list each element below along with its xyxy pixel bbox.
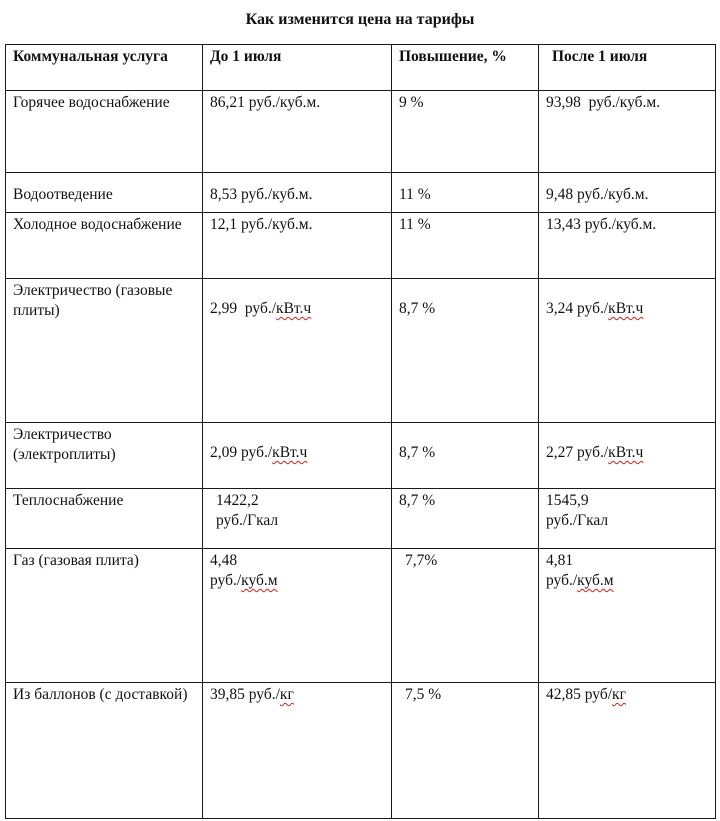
before-value: 12,1 <box>210 216 238 233</box>
service-cell: Электричество (газовые плиты) <box>6 279 203 423</box>
before-unit-wavy: кВт.ч <box>276 300 312 317</box>
before-unit-prefix: руб./ <box>248 686 280 703</box>
after-cell <box>539 173 716 213</box>
increase-cell: 9 % <box>392 91 539 173</box>
increase-cell: 8,7 % <box>392 423 539 489</box>
before-cell <box>203 549 392 683</box>
before-unit: руб./куб.м. <box>248 94 321 111</box>
table-row <box>6 279 716 423</box>
service-cell: Теплоснабжение <box>6 489 203 549</box>
after-cell <box>539 279 716 423</box>
before-unit-prefix: руб./ <box>241 444 273 461</box>
before-value: 39,85 <box>210 686 245 703</box>
table-row <box>6 213 716 279</box>
before-value: 2,99 <box>210 300 238 317</box>
before-unit: руб./Гкал <box>216 512 279 529</box>
service-cell: Водоотведение <box>6 173 203 213</box>
after-cell <box>539 213 716 279</box>
before-cell <box>203 91 392 173</box>
after-unit-prefix: руб./ <box>577 444 609 461</box>
before-unit-prefix: руб./ <box>244 300 277 317</box>
before-cell <box>203 489 392 549</box>
header-service: Коммунальная услуга <box>6 45 203 91</box>
after-unit: руб./Гкал <box>546 512 609 529</box>
before-value: 1422,2 <box>216 492 259 509</box>
before-value: 2,09 <box>210 444 238 461</box>
page-title: Как изменится цена на тарифы <box>245 11 475 28</box>
after-value: 13,43 <box>546 216 581 233</box>
increase-cell: 7,5 % <box>392 683 539 819</box>
table-row <box>6 91 716 173</box>
table-row <box>6 423 716 489</box>
after-value: 4,81 <box>546 552 574 569</box>
after-cell <box>539 423 716 489</box>
after-unit-wavy: кВт.ч <box>608 444 644 461</box>
before-unit-wavy: куб.м <box>241 572 278 589</box>
after-unit-prefix: руб./ <box>577 300 609 317</box>
after-cell <box>539 549 716 683</box>
before-value: 8,53 <box>210 186 238 203</box>
after-unit-prefix: руб/ <box>584 686 613 703</box>
increase-cell: 11 % <box>392 213 539 279</box>
before-unit: руб./куб.м. <box>241 216 313 233</box>
after-value: 93,98 <box>546 94 581 111</box>
before-value: 86,21 <box>210 94 245 111</box>
increase-cell: 7,7% <box>392 549 539 683</box>
before-cell <box>203 213 392 279</box>
table-row <box>6 549 716 683</box>
increase-cell: 8,7 % <box>392 489 539 549</box>
table-header-row <box>6 45 716 91</box>
header-before: До 1 июля <box>203 45 392 91</box>
tariff-table <box>5 44 716 819</box>
before-unit: руб./куб.м. <box>241 186 313 203</box>
table-row <box>6 489 716 549</box>
before-unit-wavy: кг <box>279 686 294 703</box>
before-cell <box>203 173 392 213</box>
before-cell <box>203 279 392 423</box>
service-cell: Холодное водоснабжение <box>6 213 203 279</box>
after-unit: руб./куб.м. <box>588 94 661 111</box>
after-cell <box>539 683 716 819</box>
after-cell <box>539 489 716 549</box>
header-increase: Повышение, % <box>392 45 539 91</box>
service-cell: Электричество (электроплиты) <box>6 423 203 489</box>
service-cell: Газ (газовая плита) <box>6 549 203 683</box>
after-value: 1545,9 <box>546 492 589 509</box>
after-unit-wavy: кВт.ч <box>608 300 644 317</box>
service-cell: Из баллонов (с доставкой) <box>6 683 203 819</box>
after-value: 2,27 <box>546 444 574 461</box>
service-cell: Горячее водоснабжение <box>6 91 203 173</box>
before-unit-prefix: руб./ <box>210 572 242 589</box>
after-value: 3,24 <box>546 300 574 317</box>
after-unit: руб./куб.м. <box>584 216 657 233</box>
table-row <box>6 683 716 819</box>
increase-cell: 11 % <box>392 173 539 213</box>
after-unit: руб./куб.м. <box>577 186 649 203</box>
after-unit-wavy: куб.м <box>577 572 614 589</box>
before-cell <box>203 683 392 819</box>
increase-cell: 8,7 % <box>392 279 539 423</box>
after-unit-wavy: кг <box>612 686 626 703</box>
before-cell <box>203 423 392 489</box>
before-unit-wavy: кВт.ч <box>272 444 308 461</box>
after-unit-prefix: руб./ <box>546 572 578 589</box>
header-after: После 1 июля <box>539 45 716 91</box>
before-value: 4,48 <box>210 552 238 569</box>
after-cell <box>539 91 716 173</box>
table-row <box>6 173 716 213</box>
after-value: 9,48 <box>546 186 574 203</box>
after-value: 42,85 <box>546 686 581 703</box>
